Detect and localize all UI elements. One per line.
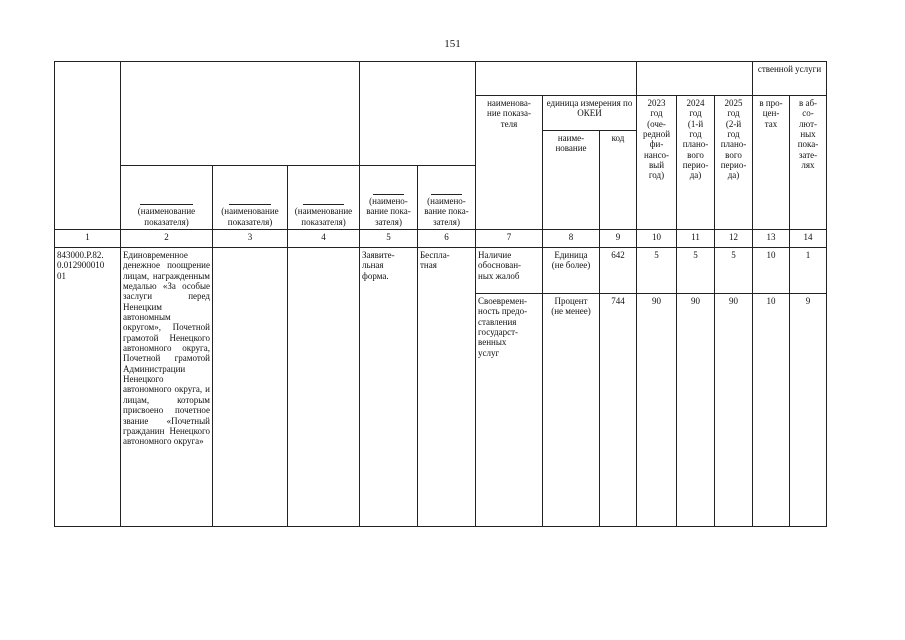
empty-cell <box>213 248 288 527</box>
col-num: 6 <box>418 230 476 248</box>
service-payment: Беспла- тная <box>418 248 476 527</box>
header-okei-name: наиме- нование <box>543 131 600 230</box>
col-num: 1 <box>55 230 121 248</box>
col-num: 9 <box>600 230 637 248</box>
registry-code: 843000.Р.82. 0.012900010 01 <box>55 248 121 527</box>
deviation-percent: 10 <box>753 294 790 527</box>
empty-cell <box>288 248 360 527</box>
table-row <box>55 248 827 294</box>
indicator-code: 642 <box>600 248 637 294</box>
page-number: 151 <box>444 38 461 50</box>
col-num: 13 <box>753 230 790 248</box>
indicator-unit: Процент (не менее) <box>543 294 600 527</box>
deviation-absolute: 9 <box>790 294 827 527</box>
deviation-absolute: 1 <box>790 248 827 294</box>
header-indicator-name: наименова- ние показа- теля <box>476 96 543 230</box>
state-task-table <box>54 61 827 527</box>
col-num: 5 <box>360 230 418 248</box>
col-num: 7 <box>476 230 543 248</box>
col-num: 11 <box>677 230 715 248</box>
col-num: 2 <box>121 230 213 248</box>
indicator-code: 744 <box>600 294 637 527</box>
indicator-unit: Единица (не более) <box>543 248 600 294</box>
column-numbers-row <box>55 230 827 248</box>
header-values-group <box>637 62 753 96</box>
header-content-group <box>121 62 360 166</box>
value-2025: 5 <box>715 248 753 294</box>
header-conditions-group <box>360 62 476 166</box>
indicator-name: Наличие обоснован- ных жалоб <box>476 248 543 294</box>
header-col5-label: (наимено- вание пока- зателя) <box>360 166 418 230</box>
value-2025: 90 <box>715 294 753 527</box>
col-num: 8 <box>543 230 600 248</box>
header-col6-label: (наимено- вание пока- зателя) <box>418 166 476 230</box>
header-deviation: ственной услуги <box>753 62 827 96</box>
header-year-2025: 2025 год (2-й год плано- вого перио- да) <box>715 96 753 230</box>
header-quality-group <box>476 62 637 96</box>
service-form: Заявите- льная форма. <box>360 248 418 527</box>
service-description: Единовременное денежное поощрение лицам, награжденным медалью «За особые заслуги перед Ненецким автономным округом», Почетной грамотой Ненецкого автономного округа, Почетной грамотой Администрации Ненецкого автономного округа, и лицам, которым присвоено почетное звание «Почетный гражданин Ненецкого автономного округа» <box>121 248 213 527</box>
col-num: 3 <box>213 230 288 248</box>
header-in-absolute: в аб- со- лют- ных пока- зате- лях <box>790 96 827 230</box>
header-col4-label: (наименование показателя) <box>288 166 360 230</box>
col-num: 12 <box>715 230 753 248</box>
col-num: 10 <box>637 230 677 248</box>
value-2024: 90 <box>677 294 715 527</box>
header-in-percent: в про- цен- тах <box>753 96 790 230</box>
header-col1-empty <box>55 62 121 230</box>
header-col3-label: (наименование показателя) <box>213 166 288 230</box>
col-num: 14 <box>790 230 827 248</box>
header-year-2023: 2023 год (оче- редной фи- нансо- вый год) <box>637 96 677 230</box>
value-2024: 5 <box>677 248 715 294</box>
value-2023: 5 <box>637 248 677 294</box>
indicator-name: Своевремен- ность предо- ставления государст- венных услуг <box>476 294 543 527</box>
header-okei-code: код <box>600 131 637 230</box>
header-year-2024: 2024 год (1-й год плано- вого перио- да) <box>677 96 715 230</box>
col-num: 4 <box>288 230 360 248</box>
deviation-percent: 10 <box>753 248 790 294</box>
header-okei-unit: единица измерения по ОКЕИ <box>543 96 637 131</box>
value-2023: 90 <box>637 294 677 527</box>
header-col2-label: (наименование показателя) <box>121 166 213 230</box>
